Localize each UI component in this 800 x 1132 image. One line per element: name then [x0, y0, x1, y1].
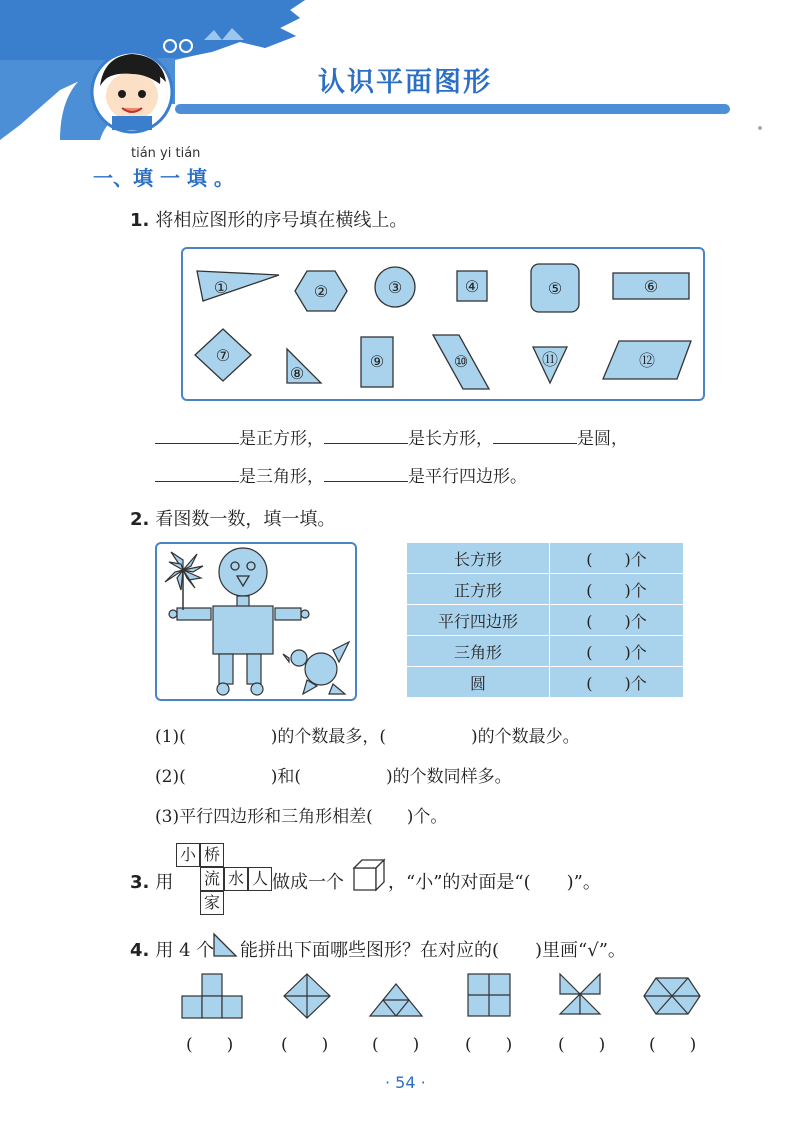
q4-answer-5[interactable]: ( ) — [558, 1035, 606, 1055]
triangle-piece-icon — [212, 932, 238, 958]
row-label: 正方形 — [407, 574, 550, 605]
shape-label: ⑪ — [541, 350, 559, 369]
net-cell: 人 — [248, 867, 272, 891]
table-row — [407, 543, 684, 574]
row-answer[interactable]: ( )个 — [550, 667, 684, 698]
row-answer[interactable]: ( )个 — [550, 636, 684, 667]
blank-circle[interactable] — [493, 425, 577, 444]
label-triangle: 是三角形， — [239, 467, 324, 487]
q3-middle: 做成一个 — [272, 872, 344, 893]
label-parallelogram: 是平行四边形。 — [408, 467, 527, 487]
shape-label: ⑧ — [289, 364, 305, 383]
shape-label: ⑦ — [215, 346, 231, 365]
q1-answer-line-2 — [155, 462, 527, 487]
row-answer[interactable]: ( )个 — [550, 605, 684, 636]
shape-label: ⑥ — [643, 277, 659, 296]
shape-label: ⑤ — [547, 279, 563, 298]
net-cell: 家 — [200, 891, 224, 915]
q4-prefix — [130, 936, 214, 962]
q2-sub-3[interactable]: (3)平行四边形和三角形相差( )个。 — [155, 807, 448, 827]
row-label: 平行四边形 — [407, 605, 550, 636]
q4-answer-4[interactable]: ( ) — [465, 1035, 513, 1055]
shape-label: ② — [313, 282, 329, 301]
cube-net — [176, 843, 276, 918]
section-heading: 一、填 一 填 。 — [93, 166, 234, 190]
row-label: 圆 — [407, 667, 550, 698]
shape-label: ① — [213, 278, 229, 297]
cube-icon — [352, 858, 388, 892]
q4-answer-1[interactable]: ( ) — [186, 1035, 234, 1055]
q4-pre-text: 用 4 个 — [155, 940, 215, 961]
row-label: 三角形 — [407, 636, 550, 667]
q2-text: 看图数一数，填一填。 — [155, 509, 336, 530]
q2-number: 2. — [130, 509, 150, 530]
shape-label: ⑩ — [453, 352, 469, 371]
q2-count-table — [406, 542, 684, 698]
label-square: 是正方形， — [239, 429, 324, 449]
q1-shape-box — [181, 247, 705, 401]
blank-rectangle[interactable] — [324, 425, 408, 444]
shape-label: ⑨ — [369, 352, 385, 371]
q4-answer-6[interactable]: ( ) — [649, 1035, 697, 1055]
blank-parallelogram[interactable] — [324, 463, 408, 482]
q3-prefix — [130, 868, 173, 894]
q1-prompt — [130, 206, 407, 232]
q4-figures — [180, 970, 710, 1026]
q2-figure-box — [155, 542, 357, 701]
table-row — [407, 605, 684, 636]
shape-label: ⑫ — [638, 351, 656, 370]
q4-suffix: 能拼出下面哪些图形？在对应的( )里画“√”。 — [240, 940, 626, 961]
blank-triangle[interactable] — [155, 463, 239, 482]
q2-sub-2[interactable]: (2)( )和( )的个数同样多。 — [155, 767, 512, 787]
table-row — [407, 574, 684, 605]
q3-number: 3. — [130, 872, 150, 893]
page-title: 认识平面图形 — [318, 67, 492, 98]
q1-number: 1. — [130, 210, 150, 231]
robot-figure — [157, 544, 355, 699]
row-answer[interactable]: ( )个 — [550, 574, 684, 605]
q2-sub-1[interactable]: (1)( )的个数最多，( )的个数最少。 — [155, 727, 580, 747]
shape-label: ③ — [387, 278, 403, 297]
net-cell: 水 — [224, 867, 248, 891]
row-label: 长方形 — [407, 543, 550, 574]
label-rectangle: 是长方形， — [408, 429, 493, 449]
row-answer[interactable]: ( )个 — [550, 543, 684, 574]
net-cell: 桥 — [200, 843, 224, 867]
net-cell: 小 — [176, 843, 200, 867]
table-row — [407, 636, 684, 667]
shape-label: ④ — [464, 277, 480, 296]
blank-square[interactable] — [155, 425, 239, 444]
page-number: · 54 · — [385, 1073, 426, 1092]
table-row — [407, 667, 684, 698]
q4-number: 4. — [130, 940, 150, 961]
label-circle: 是圆， — [577, 429, 628, 449]
q3-pre-text: 用 — [155, 872, 174, 893]
q1-shapes-figure — [183, 249, 703, 399]
net-cell: 流 — [200, 867, 224, 891]
q1-text: 将相应图形的序号填在横线上。 — [155, 210, 408, 231]
q3-suffix[interactable]: ，“小”的对面是“( )”。 — [388, 872, 601, 893]
q1-answer-line-1 — [155, 424, 628, 449]
q2-prompt — [130, 505, 335, 531]
section-pinyin: tián yi tián — [131, 146, 201, 161]
shape-1-triangle — [197, 271, 279, 301]
q4-answer-2[interactable]: ( ) — [281, 1035, 329, 1055]
q4-answer-3[interactable]: ( ) — [372, 1035, 420, 1055]
